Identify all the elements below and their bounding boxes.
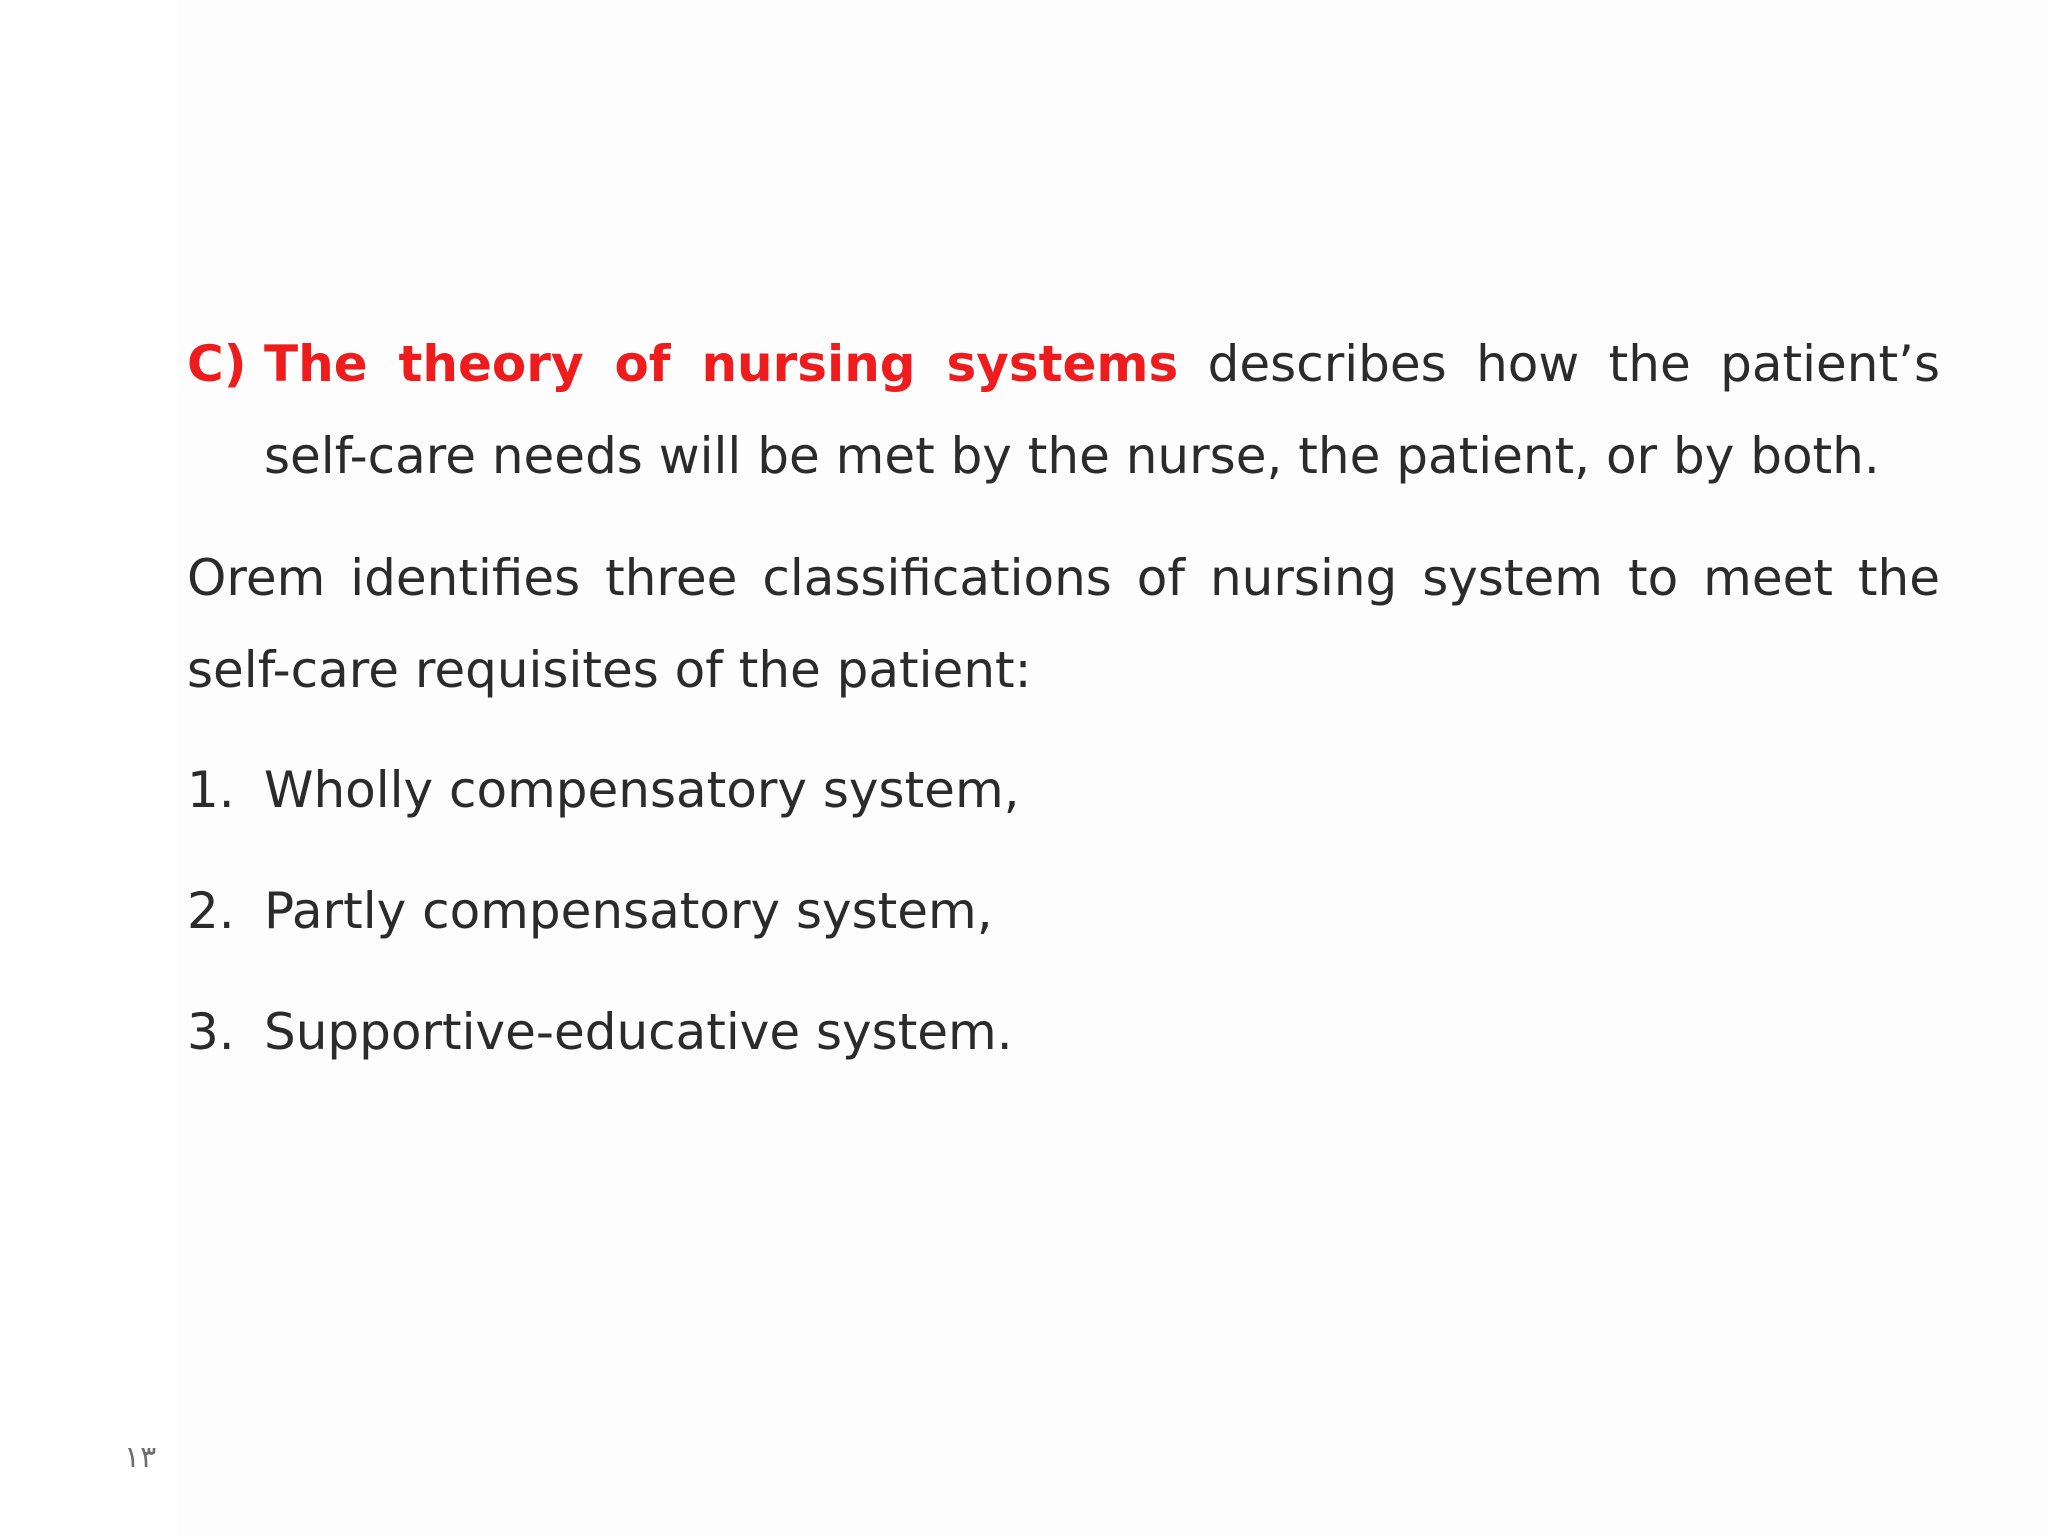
section-c (187, 318, 1940, 502)
list-item-number: 2. (187, 882, 235, 940)
classification-list (187, 744, 1940, 1107)
list-item (187, 986, 1940, 1078)
list-item-number: 1. (187, 761, 235, 819)
list-item-text: Supportive-educative system. (264, 1003, 1013, 1061)
section-c-description: describes how the patient’s self-care needs will be met by the nurse, the patient, or by both. (264, 335, 1940, 485)
page-number: ١٣ (124, 1440, 157, 1475)
list-item (187, 865, 1940, 957)
section-c-text (264, 318, 1940, 502)
intro-paragraph: Orem identifies three classifications of nursing system to meet the self-care requisites of the patient: (187, 549, 1940, 699)
section-c-marker: C) (187, 335, 247, 393)
list-item-text: Wholly compensatory system, (264, 761, 1020, 819)
list-item-text: Partly compensatory system, (264, 882, 993, 940)
section-c-highlight: The theory of nursing systems (264, 335, 1179, 393)
list-item (187, 744, 1940, 836)
list-item-number: 3. (187, 1003, 235, 1061)
